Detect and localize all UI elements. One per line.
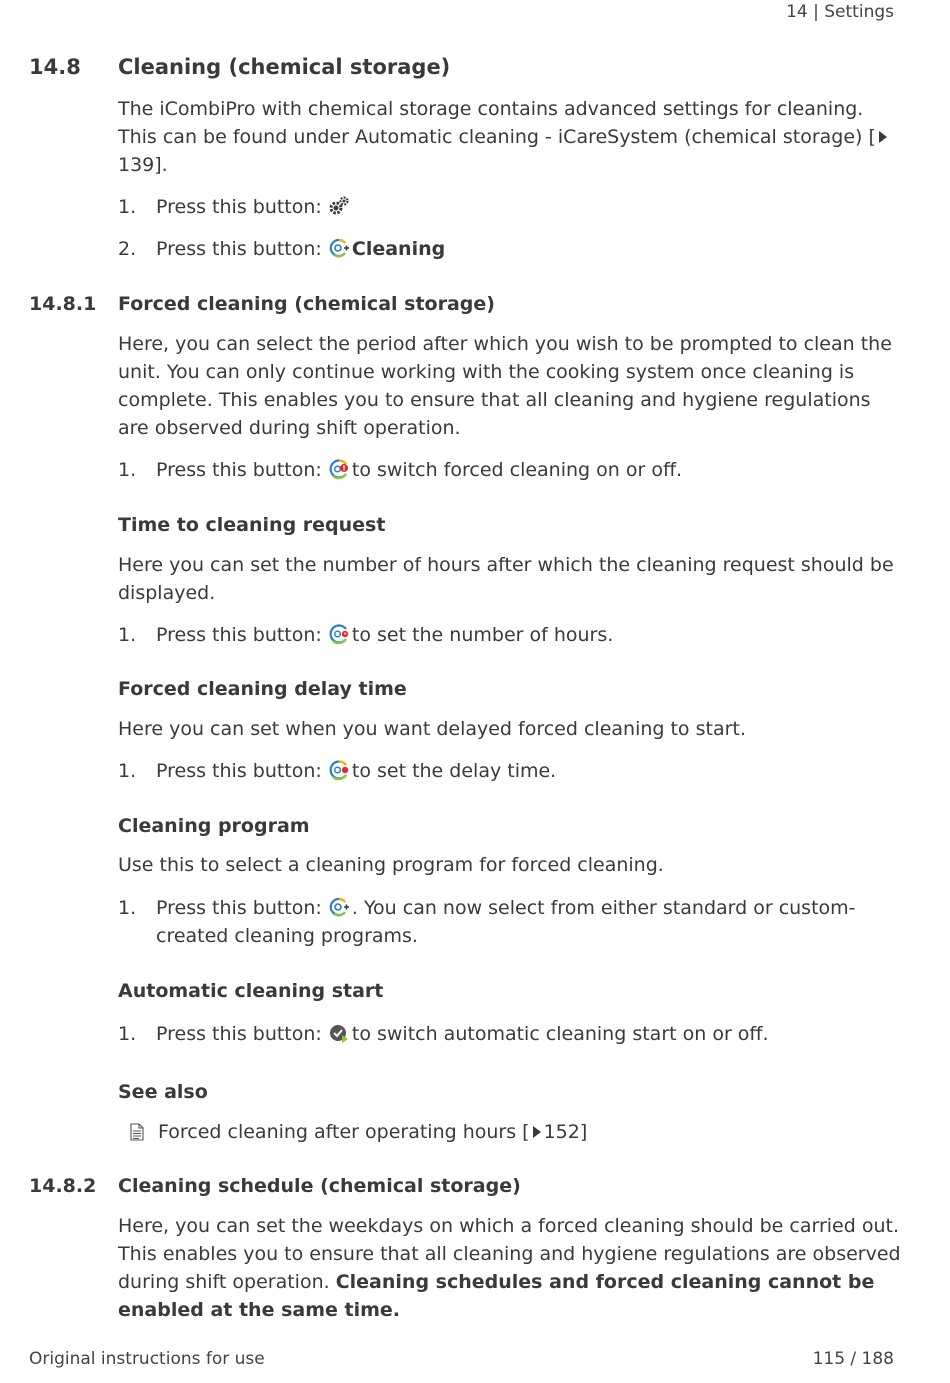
sub2-warning: Cleaning schedules and forced cleaning cannot be enabled at the same time. xyxy=(118,1271,875,1321)
footer-doc-title: Original instructions for use xyxy=(29,1349,265,1369)
section-intro-text: The iCombiPro with chemical storage contains advanced settings for cleaning. This can be found under Automatic cleaning - iCareSystem (chemical storage) xyxy=(118,98,864,148)
ref-arrow-icon xyxy=(879,131,887,143)
running-header: 14 | Settings xyxy=(786,2,894,22)
auto-start-icon xyxy=(328,1022,350,1044)
section-intro: The iCombiPro with chemical storage contains advanced settings for cleaning. This can be found under Automatic cleaning - iCareSystem (chemical storage) [139]. xyxy=(118,95,903,179)
delay-time-text: Here you can set when you want delayed forced cleaning to start. xyxy=(118,718,746,740)
cleaning-icon xyxy=(328,237,350,259)
cleaning-hours-icon xyxy=(328,623,350,645)
cleaning-label: Cleaning xyxy=(351,238,446,260)
section-number: 14.8 xyxy=(29,55,81,79)
sub1-intro: Here, you can select the period after which you wish to be prompted to clean the unit. You can only continue working with the cooking system once cleaning is complete. This enables you to ensure that all cleaning and hygiene regulations are observed during shift operation. xyxy=(118,333,892,439)
document-icon xyxy=(130,1121,144,1139)
time-request-heading: Time to cleaning request xyxy=(118,514,386,536)
time-request-text: Here you can set the number of hours after which the cleaning request should be displayed. xyxy=(118,554,894,604)
footer-page-number: 115 / 188 xyxy=(812,1349,894,1369)
sub2-text: Here, you can set the weekdays on which a forced cleaning should be carried out. This enables you to ensure that all cleaning and hygiene regulations are observed during shift operation. Cleaning schedules and forced cleaning cannot be enabled at the same time. xyxy=(118,1215,901,1321)
section-intro-ref[interactable]: [139 xyxy=(118,126,890,176)
auto-start-heading: Automatic cleaning start xyxy=(118,980,384,1002)
gear-icon xyxy=(328,195,350,217)
delay-time-heading: Forced cleaning delay time xyxy=(118,678,407,700)
see-also-link[interactable]: Forced cleaning after operating hours [ 152] xyxy=(130,1118,587,1146)
see-also-heading: See also xyxy=(118,1081,208,1103)
forced-cleaning-icon xyxy=(328,458,350,480)
cleaning-delay-icon xyxy=(328,759,350,781)
cleaning-program-icon xyxy=(328,896,350,918)
ref-arrow-icon xyxy=(533,1126,541,1138)
section-title: Cleaning (chemical storage) xyxy=(118,55,451,79)
program-text: Use this to select a cleaning program for forced cleaning. xyxy=(118,854,664,876)
program-heading: Cleaning program xyxy=(118,815,310,837)
